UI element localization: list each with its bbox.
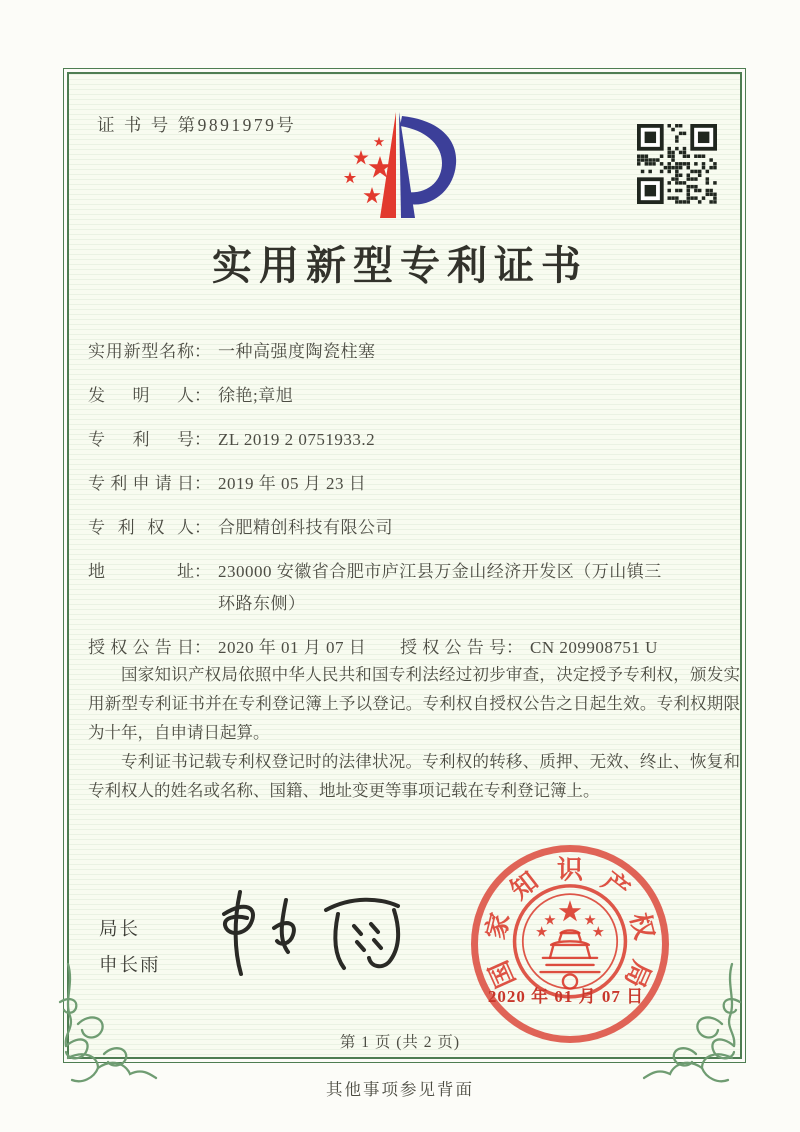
certificate-title: 实用新型专利证书: [212, 243, 588, 288]
signer-title: 局长: [99, 920, 141, 940]
director-signature-icon: [210, 878, 415, 980]
seal-char: 家: [480, 909, 516, 943]
field-colon: ：: [194, 518, 211, 537]
field-value: 230000 安徽省合肥市庐江县万金山经济开发区（万山镇三环路东侧）: [218, 562, 662, 613]
certificate-number: 证 书 号 第9891979号: [97, 115, 297, 135]
field-label: 授权公告日: [88, 638, 194, 657]
field-value: 2019 年 05 月 23 日: [218, 474, 367, 493]
grant-number-value: CN 209908751 U: [530, 638, 658, 657]
field-colon: ：: [194, 430, 211, 449]
legal-body-text: [88, 660, 740, 805]
field-row-patent-name: [88, 336, 708, 368]
seal-char: 产: [596, 866, 635, 906]
seal-char: 知: [505, 866, 544, 906]
field-value: ZL 2019 2 0751933.2: [218, 430, 376, 449]
field-label: 实用新型名称: [88, 342, 194, 361]
field-label: 发明人: [88, 386, 194, 405]
field-colon: ：: [194, 342, 211, 361]
page-number: 第 1 页 (共 2 页): [339, 1034, 461, 1051]
field-colon: ：: [194, 474, 211, 493]
seal-char: 国: [483, 956, 521, 992]
field-label: 专利号: [88, 430, 194, 449]
field-row-filing-date: [88, 468, 708, 500]
field-value: 一种高强度陶瓷柱塞: [218, 342, 376, 361]
signer-block: [99, 912, 161, 984]
field-row-inventor: [88, 380, 708, 412]
field-label: 地址: [88, 562, 194, 581]
legal-paragraph: 专利证书记载专利权登记时的法律状况。专利权的转移、质押、无效、终止、恢复和专利权人的姓名或名称、国籍、地址变更等事项记载在专利登记簿上。: [88, 752, 740, 800]
field-colon: ：: [506, 638, 523, 657]
seal-date: 2020 年 01 月 07 日: [487, 987, 645, 1006]
field-label: 授权公告号: [400, 638, 506, 657]
qr-code: [637, 124, 717, 204]
field-colon: ：: [194, 638, 211, 657]
field-row-address: [88, 556, 708, 620]
field-row-patentee: [88, 512, 708, 544]
field-value: 合肥精创科技有限公司: [218, 518, 393, 537]
field-colon: ：: [194, 386, 211, 405]
seal-char: 权: [624, 909, 660, 943]
field-row-patent-number: [88, 424, 708, 456]
grant-date-value: 2020 年 01 月 07 日: [218, 638, 367, 657]
field-label: 专利申请日: [88, 474, 194, 493]
signer-name: 申长雨: [99, 956, 161, 976]
field-value: 徐艳;章旭: [218, 386, 294, 405]
seal-char: 识: [556, 855, 584, 885]
back-note: 其他事项参见背面: [326, 1080, 474, 1099]
certificate-fields: [88, 336, 708, 676]
seal-char: 局: [619, 956, 657, 992]
field-colon: ：: [194, 562, 211, 581]
cnipa-logo-icon: [334, 106, 476, 226]
official-seal: [471, 845, 669, 1043]
field-label: 专利权人: [88, 518, 194, 537]
legal-paragraph: 国家知识产权局依照中华人民共和国专利法经过初步审查，决定授予专利权，颁发实用新型专利证书并在专利登记簿上予以登记。专利权自授权公告之日起生效。专利权期限为十年，自申请日起算。: [88, 665, 740, 742]
